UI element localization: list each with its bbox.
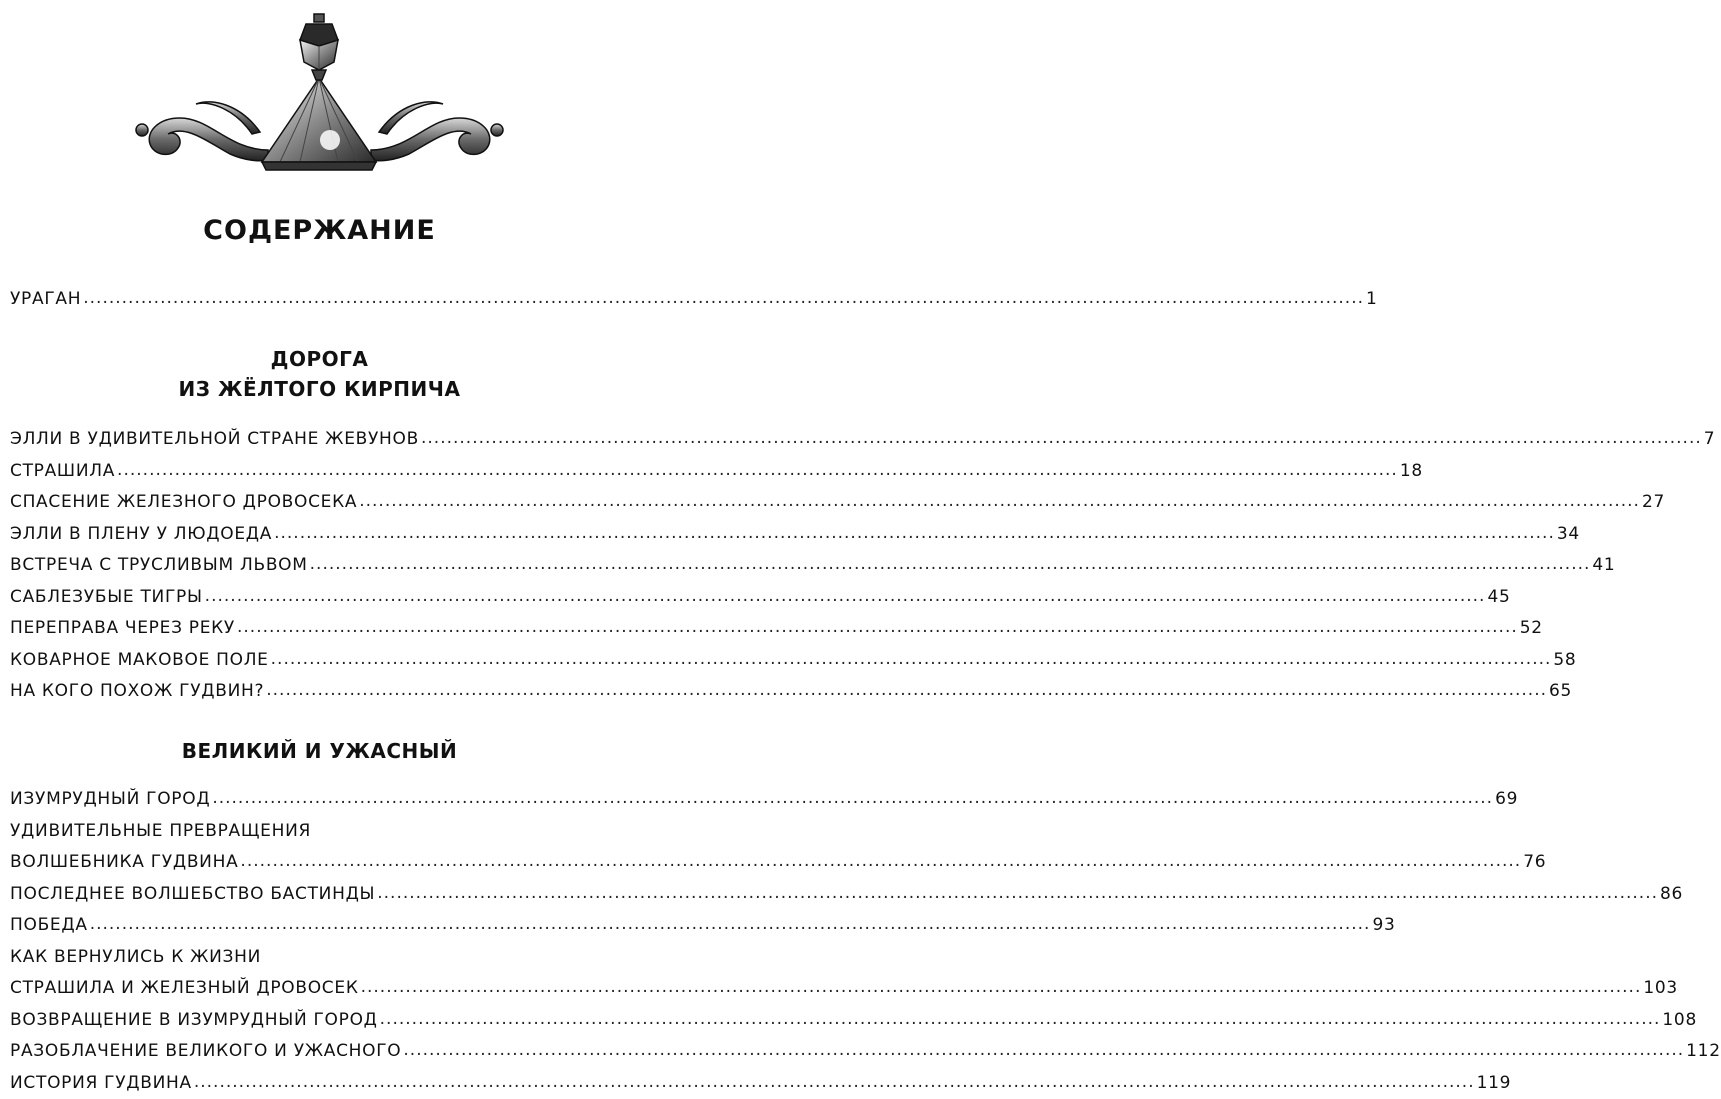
toc-entry-continued <box>10 816 628 848</box>
toc-entry-page: 18 <box>1400 456 1423 488</box>
toc-entry-page: 65 <box>1549 676 1572 708</box>
leader-dots: ........................................................................................................................................................................................................ <box>194 1067 1475 1099</box>
toc-entry-page: 41 <box>1592 550 1615 582</box>
crystal-scroll-ornament-icon <box>0 0 639 200</box>
toc-entry-title: ИЗУМРУДНЫЙ ГОРОД <box>10 784 210 816</box>
leader-dots: ........................................................................................................................................................................................................ <box>117 455 1398 487</box>
toc-entry-title: НА КОГО ПОХОЖ ГУДВИН? <box>10 676 264 708</box>
toc-entry <box>10 847 628 879</box>
toc-list-opening <box>10 284 628 316</box>
toc-entry-page: 58 <box>1553 645 1576 677</box>
leader-dots: ........................................................................................................................................................................................................ <box>237 612 1518 644</box>
toc-entry <box>10 1068 628 1099</box>
toc-entry <box>10 487 628 519</box>
toc-entry-page: 93 <box>1372 910 1395 942</box>
toc-entry <box>10 519 628 551</box>
toc-entry-page: 69 <box>1495 784 1518 816</box>
toc-entry-title: СПАСЕНИЕ ЖЕЛЕЗНОГО ДРОВОСЕКА <box>10 487 357 519</box>
toc-entry-page: 103 <box>1643 973 1678 1005</box>
toc-entry-page: 119 <box>1477 1068 1512 1099</box>
leader-dots: ........................................................................................................................................................................................................ <box>359 486 1640 518</box>
leader-dots: ........................................................................................................................................................................................................ <box>266 675 1547 707</box>
toc-entry <box>10 550 628 582</box>
toc-entry-page: 108 <box>1662 1005 1697 1037</box>
leader-dots: ........................................................................................................................................................................................................ <box>274 518 1555 550</box>
toc-entry-title: КОВАРНОЕ МАКОВОЕ ПОЛЕ <box>10 645 269 677</box>
top-gem-icon <box>300 14 338 80</box>
toc-entry <box>10 676 628 708</box>
toc-entry-title: УДИВИТЕЛЬНЫЕ ПРЕВРАЩЕНИЯ <box>10 816 311 848</box>
toc-entry <box>10 456 628 488</box>
toc-entry-title: СТРАШИЛА И ЖЕЛЕЗНЫЙ ДРОВОСЕК <box>10 973 359 1005</box>
toc-entry <box>10 284 628 316</box>
toc-entry <box>10 613 628 645</box>
toc-entry-title: ЭЛЛИ В ПЛЕНУ У ЛЮДОЕДА <box>10 519 272 551</box>
toc-entry-title: ЭЛЛИ В УДИВИТЕЛЬНОЙ СТРАНЕ ЖЕВУНОВ <box>10 424 419 456</box>
toc-entry-title: ПОБЕДА <box>10 910 88 942</box>
toc-entry <box>10 1036 628 1068</box>
leader-dots: ........................................................................................................................................................................................................ <box>361 972 1642 1004</box>
toc-entry <box>10 973 628 1005</box>
toc-entry-page: 1 <box>1366 284 1378 316</box>
right-scroll-icon <box>371 102 503 161</box>
toc-entry-title: КАК ВЕРНУЛИСЬ К ЖИЗНИ <box>10 942 261 974</box>
toc-entry-page: 27 <box>1642 487 1665 519</box>
section-heading-line: ИЗ ЖЁЛТОГО КИРПИЧА <box>179 377 461 401</box>
toc-entry <box>10 879 628 911</box>
leader-dots: ........................................................................................................................................................................................................ <box>271 644 1552 676</box>
toc-entry-page: 45 <box>1487 582 1510 614</box>
leader-dots: ........................................................................................................................................................................................................ <box>380 1004 1661 1036</box>
leader-dots: ........................................................................................................................................................................................................ <box>205 581 1486 613</box>
toc-entry-title: ПОСЛЕДНЕЕ ВОЛШЕБСТВО БАСТИНДЫ <box>10 879 375 911</box>
leader-dots: ........................................................................................................................................................................................................ <box>212 783 1493 815</box>
section-heading-line: ВЕЛИКИЙ И УЖАСНЫЙ <box>182 739 458 763</box>
leader-dots: ........................................................................................................................................................................................................ <box>90 909 1371 941</box>
toc-entry-continued <box>10 942 628 974</box>
toc-entry-page: 76 <box>1523 847 1546 879</box>
toc-entry <box>10 784 628 816</box>
toc-entry <box>10 424 628 456</box>
toc-entry <box>10 910 628 942</box>
toc-entry-title: ВСТРЕЧА С ТРУСЛИВЫМ ЛЬВОМ <box>10 550 308 582</box>
toc-entry-page: 7 <box>1704 424 1716 456</box>
leader-dots: ........................................................................................................................................................................................................ <box>403 1035 1684 1067</box>
toc-entry <box>10 645 628 677</box>
toc-entry-title: РАЗОБЛАЧЕНИЕ ВЕЛИКОГО И УЖАСНОГО <box>10 1036 401 1068</box>
toc-entry <box>10 1005 628 1037</box>
section-heading-line: ДОРОГА <box>271 347 369 371</box>
toc-list-great-and-terrible <box>10 784 628 1099</box>
pyramid-crystal-icon <box>262 78 376 170</box>
toc-list-yellow-brick-road <box>10 424 628 708</box>
left-scroll-icon <box>136 102 268 161</box>
toc-entry-title: ВОЗВРАЩЕНИЕ В ИЗУМРУДНЫЙ ГОРОД <box>10 1005 378 1037</box>
toc-entry-title: ИСТОРИЯ ГУДВИНА <box>10 1068 192 1099</box>
toc-entry-title: УРАГАН <box>10 284 81 316</box>
section-heading-yellow-brick-road <box>0 344 639 404</box>
toc-entry <box>10 582 628 614</box>
toc-entry-title: СТРАШИЛА <box>10 456 115 488</box>
toc-entry-page: 52 <box>1520 613 1543 645</box>
section-heading-great-and-terrible <box>0 736 639 766</box>
toc-entry-title: ПЕРЕПРАВА ЧЕРЕЗ РЕКУ <box>10 613 235 645</box>
leader-dots: ........................................................................................................................................................................................................ <box>83 283 1364 315</box>
toc-entry-title: ВОЛШЕБНИКА ГУДВИНА <box>10 847 238 879</box>
leader-dots: ........................................................................................................................................................................................................ <box>240 846 1521 878</box>
toc-entry-page: 34 <box>1557 519 1580 551</box>
leader-dots: ........................................................................................................................................................................................................ <box>310 549 1591 581</box>
toc-entry-title: САБЛЕЗУБЫЕ ТИГРЫ <box>10 582 203 614</box>
toc-entry-page: 112 <box>1686 1036 1721 1068</box>
toc-entry-page: 86 <box>1660 879 1683 911</box>
page-title: СОДЕРЖАНИЕ <box>0 215 639 247</box>
leader-dots: ........................................................................................................................................................................................................ <box>421 423 1702 455</box>
leader-dots: ........................................................................................................................................................................................................ <box>377 878 1658 910</box>
